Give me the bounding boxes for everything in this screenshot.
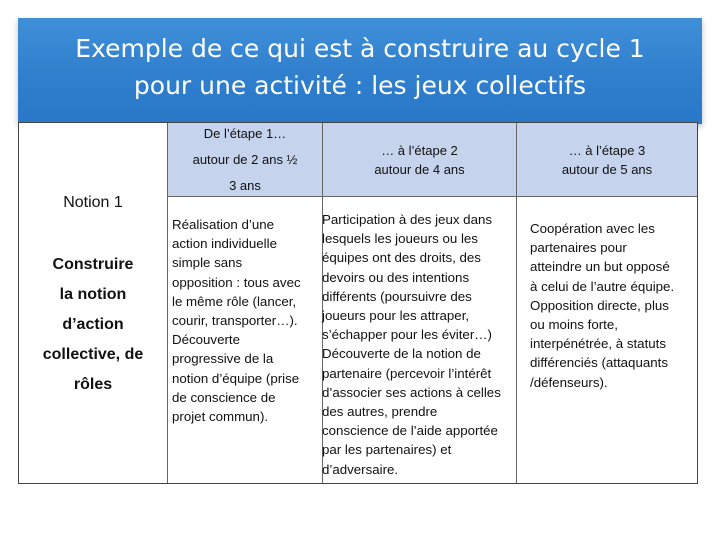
slide-title [18, 30, 702, 104]
notion-line: d’action [62, 316, 124, 333]
cell-line: Découverte de la notion de [322, 346, 481, 362]
cell-line: Coopération avec les [530, 221, 655, 236]
cell-stage-3 [530, 219, 700, 392]
header-line: … à l’étape 3 [568, 142, 646, 158]
cell-line: par les partenaires) et [322, 442, 452, 458]
cell-line: des autres, prendre [322, 404, 438, 420]
cell-line: équipes ont des droits, des [322, 250, 481, 266]
cell-line: devoirs ou des intentions [322, 269, 470, 285]
cell-line: Participation à des jeux dans [322, 212, 493, 227]
cell-line: d’adversaire. [322, 461, 399, 477]
notion-line: rôles [73, 376, 113, 393]
cell-line: Opposition directe, plus [530, 297, 669, 313]
header-stage-2 [323, 123, 517, 197]
cell-line: notion d’équipe (prise [172, 370, 300, 386]
cell-line: d’associer ses actions à celles [322, 384, 501, 400]
cell-stage-2 [322, 210, 527, 479]
cell-line: lesquels les joueurs ou les [322, 231, 478, 247]
column-divider [167, 196, 168, 483]
title-line: pour une activité : les jeux collectifs [133, 71, 587, 100]
notion-description [19, 250, 167, 400]
cell-line: courir, transporter…). [172, 313, 298, 329]
header-line: 3 ans [229, 177, 261, 193]
cell-line: à celui de l’autre équipe. [530, 278, 675, 294]
cell-line: différenciés (attaquants [530, 355, 668, 371]
notion-line: collective, de [42, 346, 144, 363]
cell-line: partenaires pour [530, 240, 627, 256]
table-corner-cell [19, 123, 168, 196]
cell-line: atteindre un but opposé [530, 259, 670, 275]
header-line: … à l’étape 2 [381, 142, 458, 158]
cell-stage-1 [172, 215, 324, 426]
cell-line: le même rôle (lancer, [172, 293, 297, 309]
header-stage-3 [517, 123, 697, 197]
notion-heading: Notion 1 [19, 193, 167, 213]
cell-line: interpénétrée, à statuts [530, 336, 667, 352]
cell-line: Découverte [172, 332, 240, 348]
header-stage-1 [168, 123, 323, 197]
cell-line: /défenseurs). [530, 374, 608, 390]
cell-line: simple sans [172, 255, 243, 271]
cell-line: Réalisation d’une [172, 217, 275, 232]
cell-line: projet commun). [172, 409, 269, 425]
header-line: autour de 5 ans [561, 161, 653, 177]
header-line: autour de 4 ans [374, 161, 465, 177]
cell-line: différents (poursuivre des [322, 288, 472, 304]
curriculum-table [18, 122, 698, 484]
cell-line: partenaire (percevoir l’intérêt [322, 365, 492, 381]
cell-line: de conscience de [172, 389, 276, 405]
cell-line: joueurs pour les attraper, [322, 308, 470, 324]
cell-line: ou moins forte, [530, 317, 618, 333]
header-line: autour de 2 ans ½ [192, 151, 298, 167]
cell-line: progressive de la [172, 351, 274, 367]
cell-line: s’échapper pour les éviter…) [322, 327, 492, 343]
title-line: Exemple de ce qui est à construire au cycle 1 [75, 34, 645, 63]
cell-line: opposition : tous avec [172, 274, 301, 290]
cell-line: action individuelle [172, 236, 277, 252]
cell-line: conscience de l’aide apportée [322, 423, 498, 439]
notion-line: la notion [59, 286, 127, 303]
header-line: De l’étape 1… [203, 125, 287, 141]
notion-line: Construire [52, 256, 134, 273]
